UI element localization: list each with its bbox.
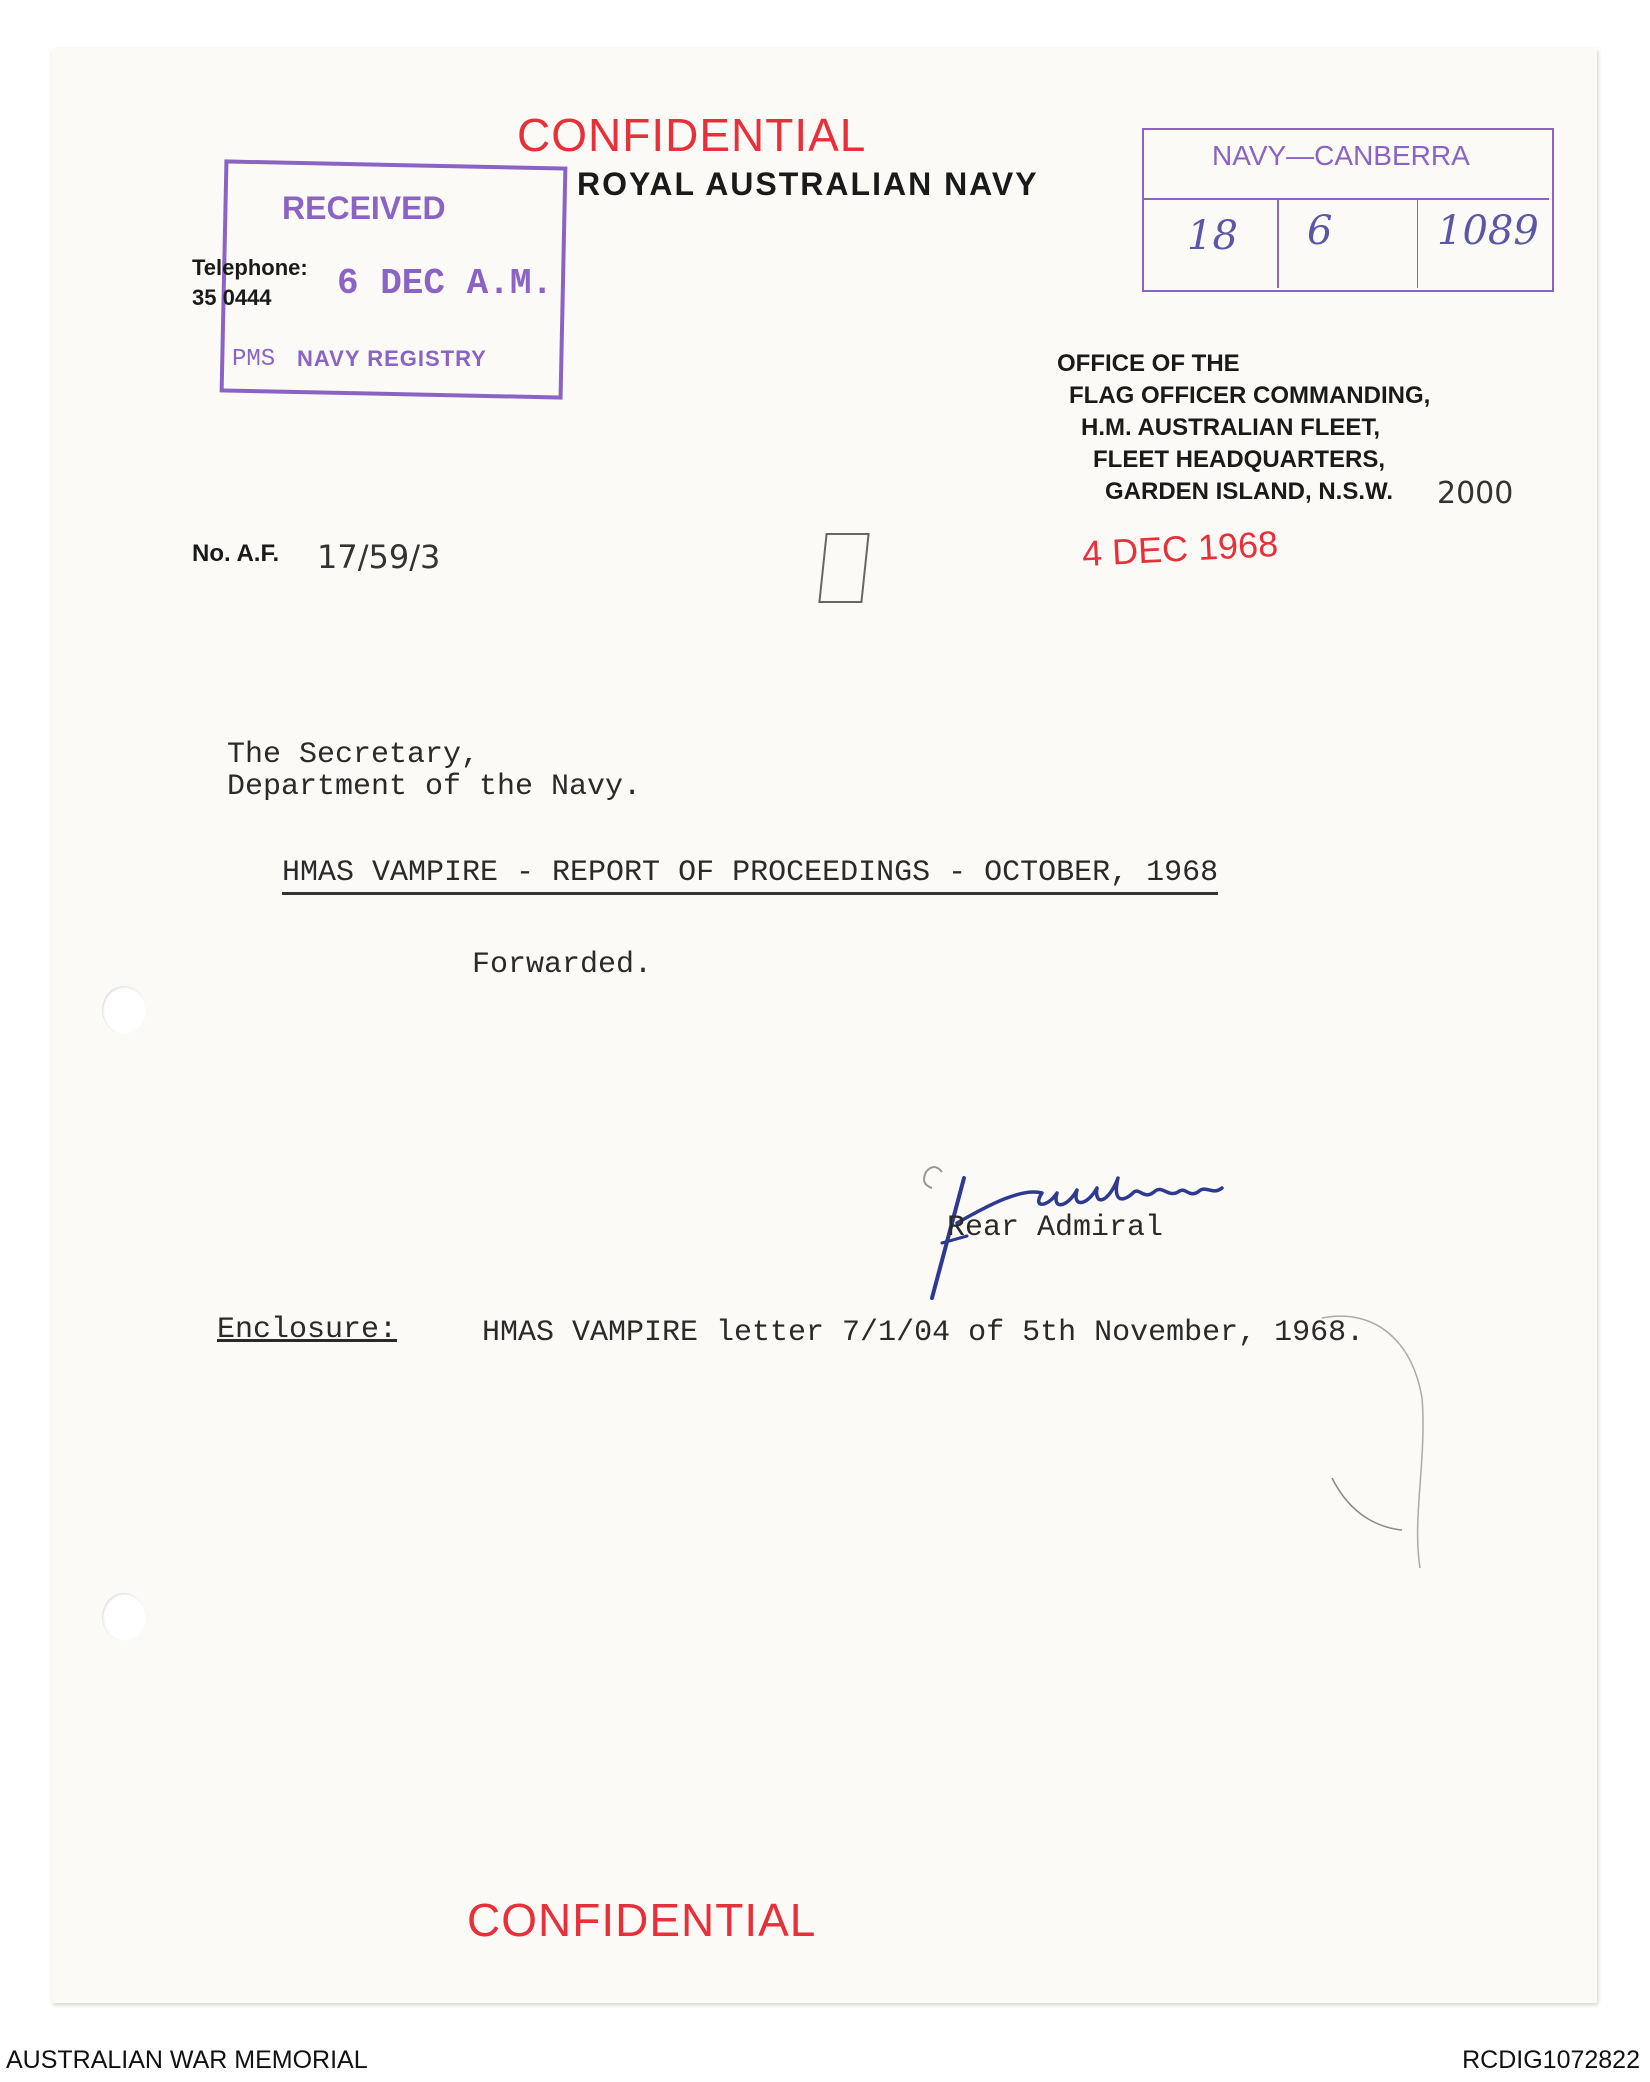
stamp-cell-month: 6 <box>1307 208 1333 254</box>
office-line: FLEET HEADQUARTERS, <box>1093 446 1386 473</box>
received-stamp-date: 6 DEC A.M. <box>337 263 554 304</box>
reference-label: No. A.F. <box>192 540 280 567</box>
office-line: OFFICE OF THE <box>1057 350 1240 377</box>
classification-bottom: CONFIDENTIAL <box>467 1894 817 1946</box>
footer-archive-name: AUSTRALIAN WAR MEMORIAL <box>6 2046 368 2074</box>
enclosure-text: HMAS VAMPIRE letter 7/1/04 of 5th November, 1968. <box>482 1316 1365 1350</box>
date-stamp: 4 DEC 1968 <box>1081 522 1280 575</box>
office-line: GARDEN ISLAND, N.S.W. <box>1105 478 1394 505</box>
received-stamp-registry: NAVY REGISTRY <box>297 346 487 371</box>
body-text: Forwarded. <box>472 948 653 982</box>
navy-canberra-stamp-title: NAVY—CANBERRA <box>1212 140 1470 171</box>
document-page <box>52 48 1597 2003</box>
stamp-divider <box>1417 198 1418 288</box>
office-address <box>1057 348 1430 508</box>
classification-top: CONFIDENTIAL <box>517 109 867 161</box>
punch-hole <box>102 1593 146 1641</box>
telephone-number: 35 0444 <box>192 285 272 310</box>
punch-hole <box>102 986 146 1034</box>
reference-number: 17/59/3 <box>317 538 441 576</box>
footer-record-id: RCDIG1072822 <box>1462 2046 1640 2074</box>
office-line: FLAG OFFICER COMMANDING, <box>1069 382 1431 409</box>
signatory-title: Rear Admiral <box>947 1211 1164 1245</box>
stamp-divider <box>1277 198 1279 288</box>
telephone-block <box>192 253 308 313</box>
stamp-cell-number: 1089 <box>1437 208 1539 254</box>
subject-line: HMAS VAMPIRE - REPORT OF PROCEEDINGS - OCTOBER, 1968 <box>282 856 1218 895</box>
office-line: H.M. AUSTRALIAN FLEET, <box>1081 414 1381 441</box>
received-stamp-pms: PMS <box>232 346 276 373</box>
pencil-box-mark <box>818 533 869 603</box>
addressee-line: Department of the Navy. <box>227 770 642 804</box>
stamp-cell-day: 18 <box>1187 213 1238 259</box>
organisation-heading: ROYAL AUSTRALIAN NAVY <box>577 166 1039 202</box>
pencil-mark <box>1312 1278 1452 1578</box>
enclosure-label: Enclosure: <box>217 1313 398 1347</box>
addressee-line: The Secretary, <box>227 738 480 772</box>
stamp-divider <box>1144 198 1549 200</box>
telephone-label: Telephone: <box>192 255 308 280</box>
postcode: 2000 <box>1437 476 1514 511</box>
received-stamp-title: RECEIVED <box>282 190 446 226</box>
